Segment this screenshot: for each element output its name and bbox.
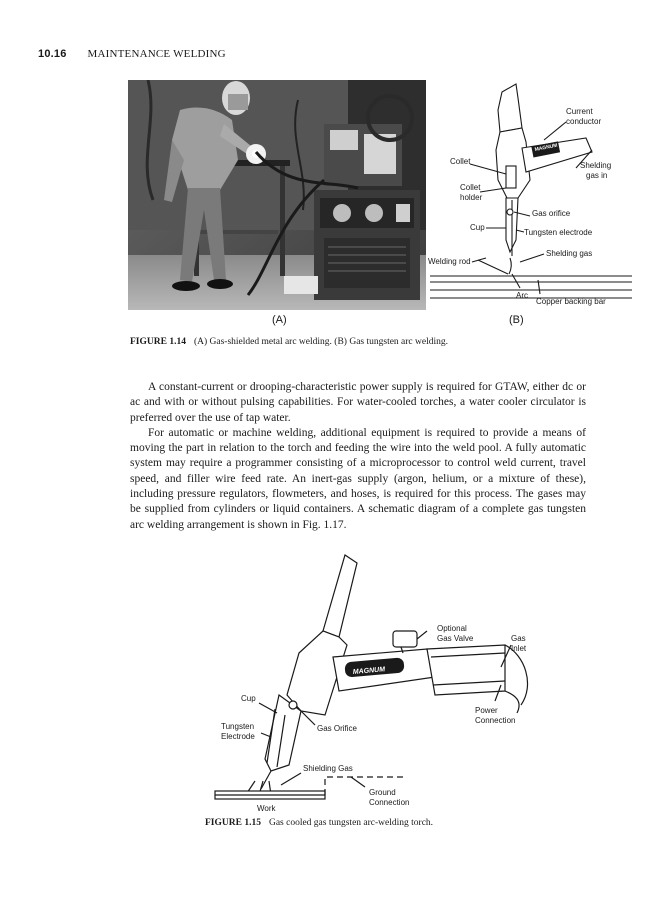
torch-brand-mark-15: MAGNUM — [352, 666, 386, 676]
label-shielding-gas-in-2: gas in — [586, 171, 608, 180]
label-cup: Cup — [470, 223, 485, 232]
section-title: MAINTENANCE WELDING — [87, 48, 226, 60]
label-gas-orifice: Gas orifice — [532, 209, 571, 218]
label-gas-orifice-15: Gas Orifice — [317, 724, 358, 733]
paragraph-2: For automatic or machine welding, additional equipment is required to provide a means of moving the part in relation to the torch and feeding the wire into the weld pool. A fully automatic system may require a programmer consisting of a microprocessor to control weld current, travel speed, and filler wire feed rate. An inert-gas supply (argon, helium, or a mixture of these), including pressure regulators, flowmeters, and hoses, is required for this process. The gases may be supplied from cylinders or liquid containers. A schematic diagram of a complete gas tungsten arc welding arrangement is shown in Fig. 1.17. — [130, 426, 586, 531]
figure-14-number: FIGURE 1.14 — [130, 337, 186, 347]
label-gas-inlet-2: Inlet — [511, 644, 527, 653]
gtaw-torch-svg — [426, 80, 636, 320]
welding-photo — [128, 80, 426, 310]
label-cup-15: Cup — [241, 694, 256, 703]
torch-brand-mark: MAGNUM — [534, 142, 559, 153]
label-collet-holder-1: Collet — [460, 183, 481, 192]
gas-cooled-torch-diagram — [205, 545, 545, 815]
label-shielding-gas-in-1: Shelding — [580, 161, 612, 170]
label-collet: Collet — [450, 157, 471, 166]
figure-15-number: FIGURE 1.15 — [205, 818, 261, 828]
gas-cooled-torch-svg — [205, 545, 545, 815]
running-header — [38, 48, 226, 60]
label-optional-gas-valve-1: Optional — [437, 624, 467, 633]
label-welding-rod: Welding rod — [428, 257, 471, 266]
figure-14-caption — [130, 337, 448, 347]
label-tungsten-electrode-15-1: Tungsten — [221, 722, 255, 731]
gtaw-torch-diagram — [426, 80, 636, 320]
label-ground-connection-1: Ground — [369, 788, 396, 797]
figure-15-caption — [205, 818, 433, 828]
label-gas-inlet-1: Gas — [511, 634, 526, 643]
label-collet-holder-2: holder — [460, 193, 483, 202]
panel-b-label: (B) — [509, 314, 524, 326]
label-work: Work — [257, 804, 276, 813]
panel-a-label: (A) — [272, 314, 287, 326]
paragraph-1: A constant-current or drooping-characteristic power supply is required for GTAW, either dc or ac and with or without pulsing capabilities. For water-cooled torches, a water cooler circulator is preferred over the use of tap water. — [130, 381, 586, 424]
label-ground-connection-2: Connection — [369, 798, 410, 807]
label-tungsten-electrode: Tungsten electrode — [524, 228, 593, 237]
label-current-conductor-1: Current — [566, 107, 593, 116]
label-shielding-gas-15: Shielding Gas — [303, 764, 353, 773]
page-number: 10.16 — [38, 48, 67, 60]
label-optional-gas-valve-2: Gas Valve — [437, 634, 474, 643]
label-copper-backing-bar: Copper backing bar — [536, 297, 606, 306]
label-shielding-gas: Shelding gas — [546, 249, 593, 258]
label-arc: Arc — [516, 291, 528, 300]
label-tungsten-electrode-15-2: Electrode — [221, 732, 255, 741]
label-current-conductor-2: conductor — [566, 117, 602, 126]
figure-14-text: (A) Gas-shielded metal arc welding. (B) Gas tungsten arc welding. — [193, 337, 448, 347]
label-power-connection-2: Connection — [475, 716, 516, 725]
body-text — [130, 380, 586, 533]
figure-15-text: Gas cooled gas tungsten arc-welding torch. — [268, 818, 434, 828]
label-power-connection-1: Power — [475, 706, 498, 715]
welding-photo-illustration — [128, 80, 426, 310]
